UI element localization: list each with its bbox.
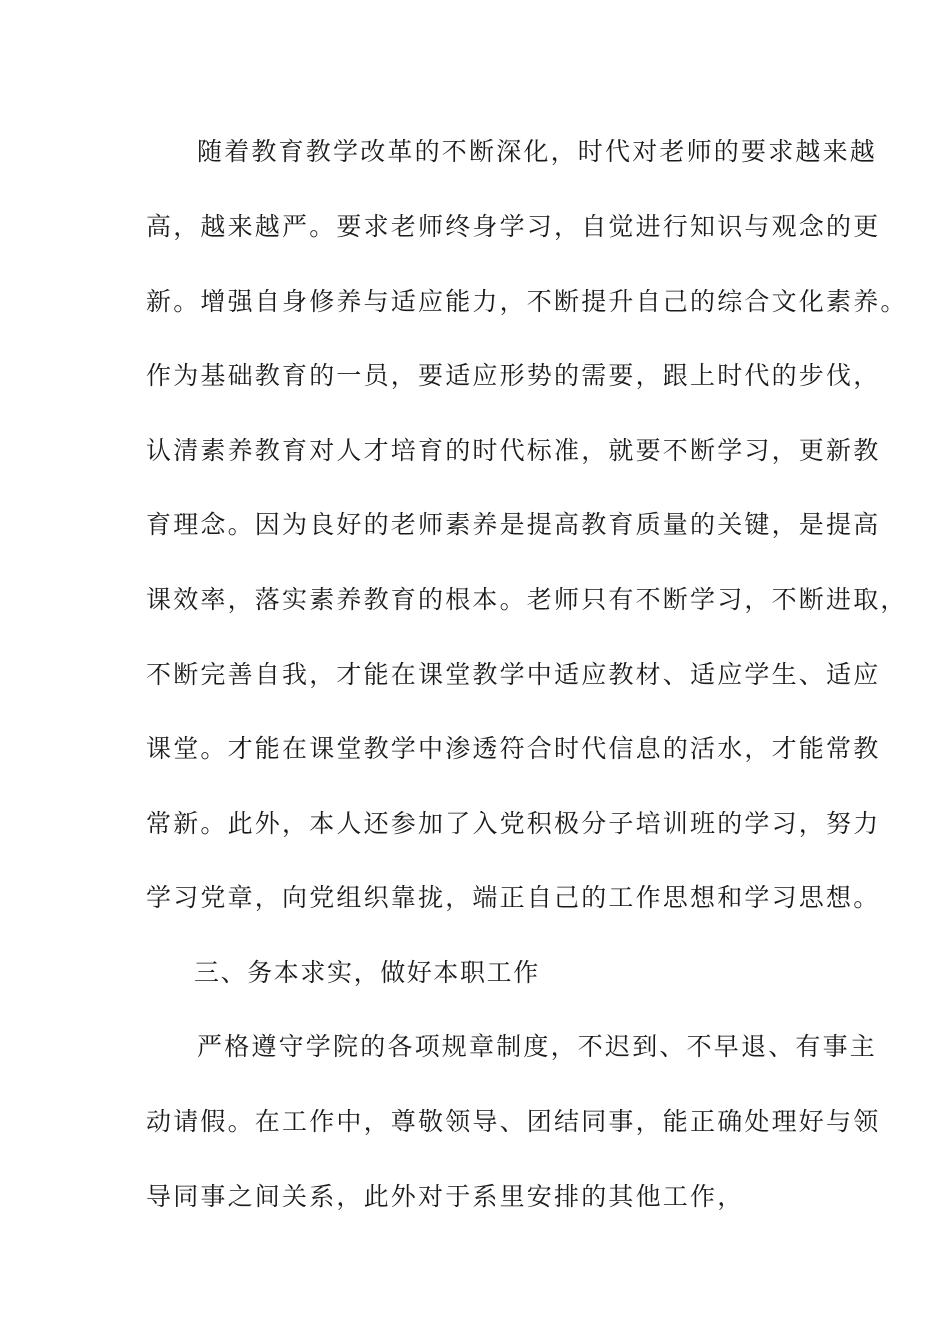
paragraph-line: 随着教育教学改革的不断深化，时代对老师的要求越来越 [197, 137, 878, 166]
paragraph-line: 新。增强自身修养与适应能力，不断提升自己的综合文化素养。 [146, 287, 908, 316]
section-heading: 三、务本求实，做好本职工作 [194, 958, 540, 987]
paragraph-line: 严格遵守学院的各项规章制度，不迟到、不早退、有事主 [197, 1032, 878, 1061]
paragraph-line: 育理念。因为良好的老师素养是提高教育质量的关键，是提高 [146, 510, 881, 539]
paragraph-line: 作为基础教育的一员，要适应形势的需要，跟上时代的步伐， [146, 361, 881, 390]
paragraph-line: 动请假。在工作中，尊敬领导、团结同事，能正确处理好与领 [146, 1107, 881, 1136]
paragraph-line: 导同事之间关系，此外对于系里安排的其他工作， [146, 1182, 745, 1211]
paragraph-line: 不断完善自我，才能在课堂教学中适应教材、适应学生、适应 [146, 660, 881, 689]
paragraph-line: 高，越来越严。要求老师终身学习，自觉进行知识与观念的更 [146, 212, 881, 241]
paragraph-line: 课堂。才能在课堂教学中渗透符合时代信息的活水，才能常教 [146, 734, 881, 763]
paragraph-line: 学习党章，向党组织靠拢，端正自己的工作思想和学习思想。 [146, 883, 881, 912]
paragraph-line: 认清素养教育对人才培育的时代标准，就要不断学习，更新教 [146, 436, 881, 465]
paragraph-line: 常新。此外，本人还参加了入党积极分子培训班的学习，努力 [146, 809, 881, 838]
paragraph-line: 课效率，落实素养教育的根本。老师只有不断学习，不断进取， [146, 585, 908, 614]
